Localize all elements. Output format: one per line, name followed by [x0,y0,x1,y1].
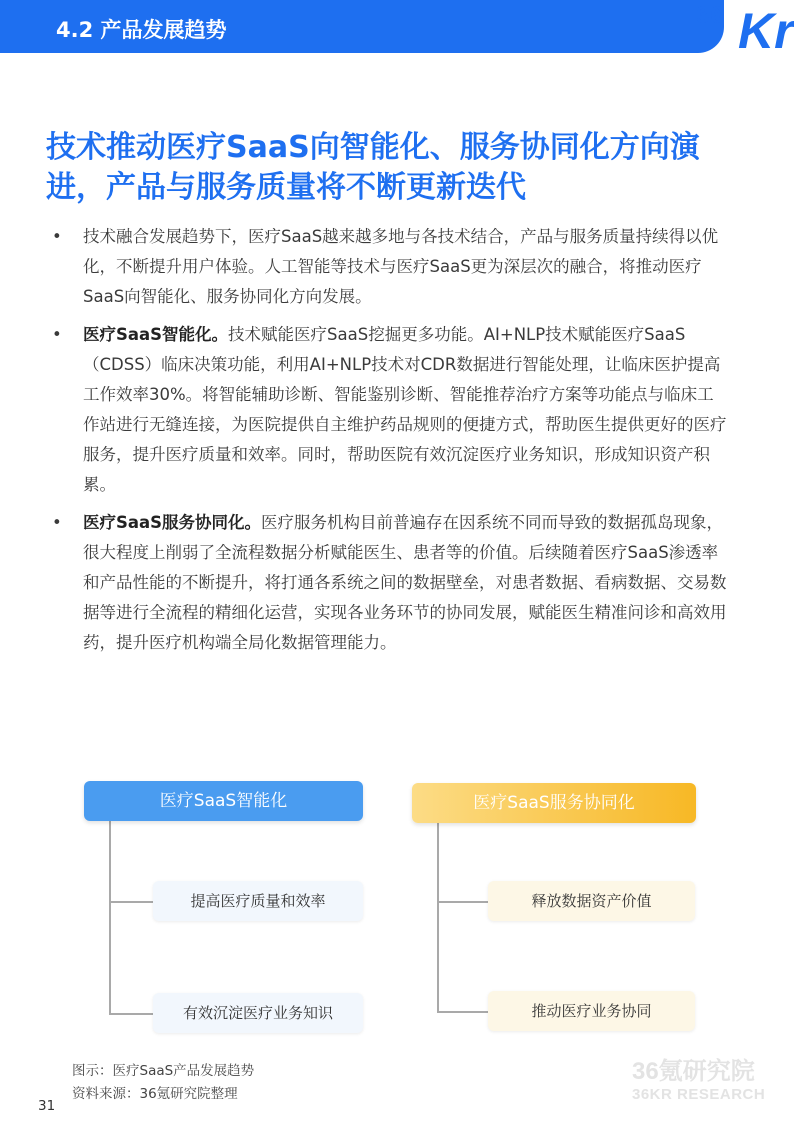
caption-source: 资料来源：36氪研究院整理 [72,1086,238,1102]
bullet-item [50,320,730,500]
header-bar [0,0,724,53]
diagram-left-title: 医疗SaaS智能化 [84,781,363,821]
connector-line [437,1011,488,1013]
36kr-logo [696,0,794,59]
diagram-right-item: 释放数据资产价值 [488,881,695,921]
connector-line [437,901,488,903]
bullet-text: 医疗服务机构目前普遍存在因系统不同而导致的数据孤岛现象，很大程度上削弱了全流程数据分析赋能医生、患者等的价值。后续随着医疗SaaS渗透率和产品性能的不断提升，将打通各系统之间的数据壁垒，对患者数据、看病数据、交易数据等进行全流程的精细化运营，实现各业务环节的协同发展，赋能医生精准问诊和高效用药，提升医疗机构端全局化数据管理能力。 [83,513,727,652]
diagram-right-item: 推动医疗业务协同 [488,991,695,1031]
bullet-bold: 医疗SaaS智能化。 [83,325,229,344]
figure-caption [72,1060,254,1106]
bullet-dot: • [52,513,62,532]
section-title: 4.2 产品发展趋势 [56,18,227,42]
bullet-dot: • [52,227,62,246]
bullet-bold: 医疗SaaS服务协同化。 [83,513,262,532]
bullet-text: 技术融合发展趋势下，医疗SaaS越来越多地与各技术结合，产品与服务质量持续得以优化，不断提升用户体验。人工智能等技术与医疗SaaS更为深层次的融合，将推动医疗SaaS向智能化、服务协同化方向发展。 [83,227,719,306]
logo-letters: Kr [738,3,794,59]
bullet-item [50,222,730,312]
watermark [632,1058,782,1104]
bullet-dot: • [52,325,62,344]
bullet-list [50,222,730,666]
watermark-en: 36KR RESEARCH [632,1086,766,1103]
bullet-item [50,508,730,658]
connector-line [109,821,111,1015]
diagram-right-title: 医疗SaaS服务协同化 [412,783,696,823]
caption-figure: 图示：医疗SaaS产品发展趋势 [72,1063,255,1079]
page-number: 31 [38,1098,56,1114]
watermark-cn: 36氪研究院 [632,1058,755,1085]
page-headline: 技术推动医疗SaaS向智能化、服务协同化方向演进，产品与服务质量将不断更新迭代 [46,130,700,205]
bullet-text: 技术赋能医疗SaaS挖掘更多功能。AI+NLP技术赋能医疗SaaS（CDSS）临床决策功能，利用AI+NLP技术对CDR数据进行智能处理，让临床医护提高工作效率30%。将智能辅助诊断、智能鉴别诊断、智能推荐治疗方案等功能点与临床工作站进行无缝连接，为医院提供自主维护药品规则的便捷方式，帮助医生提供更好的医疗服务，提升医疗质量和效率。同时，帮助医院有效沉淀医疗业务知识，形成知识资产积累。 [83,325,727,494]
diagram-left-item: 提高医疗质量和效率 [153,881,363,921]
connector-line [109,901,153,903]
logo-number: 36 [696,2,725,29]
diagram-left-item: 有效沉淀医疗业务知识 [153,993,363,1033]
connector-line [109,1013,153,1015]
connector-line [437,823,439,1013]
